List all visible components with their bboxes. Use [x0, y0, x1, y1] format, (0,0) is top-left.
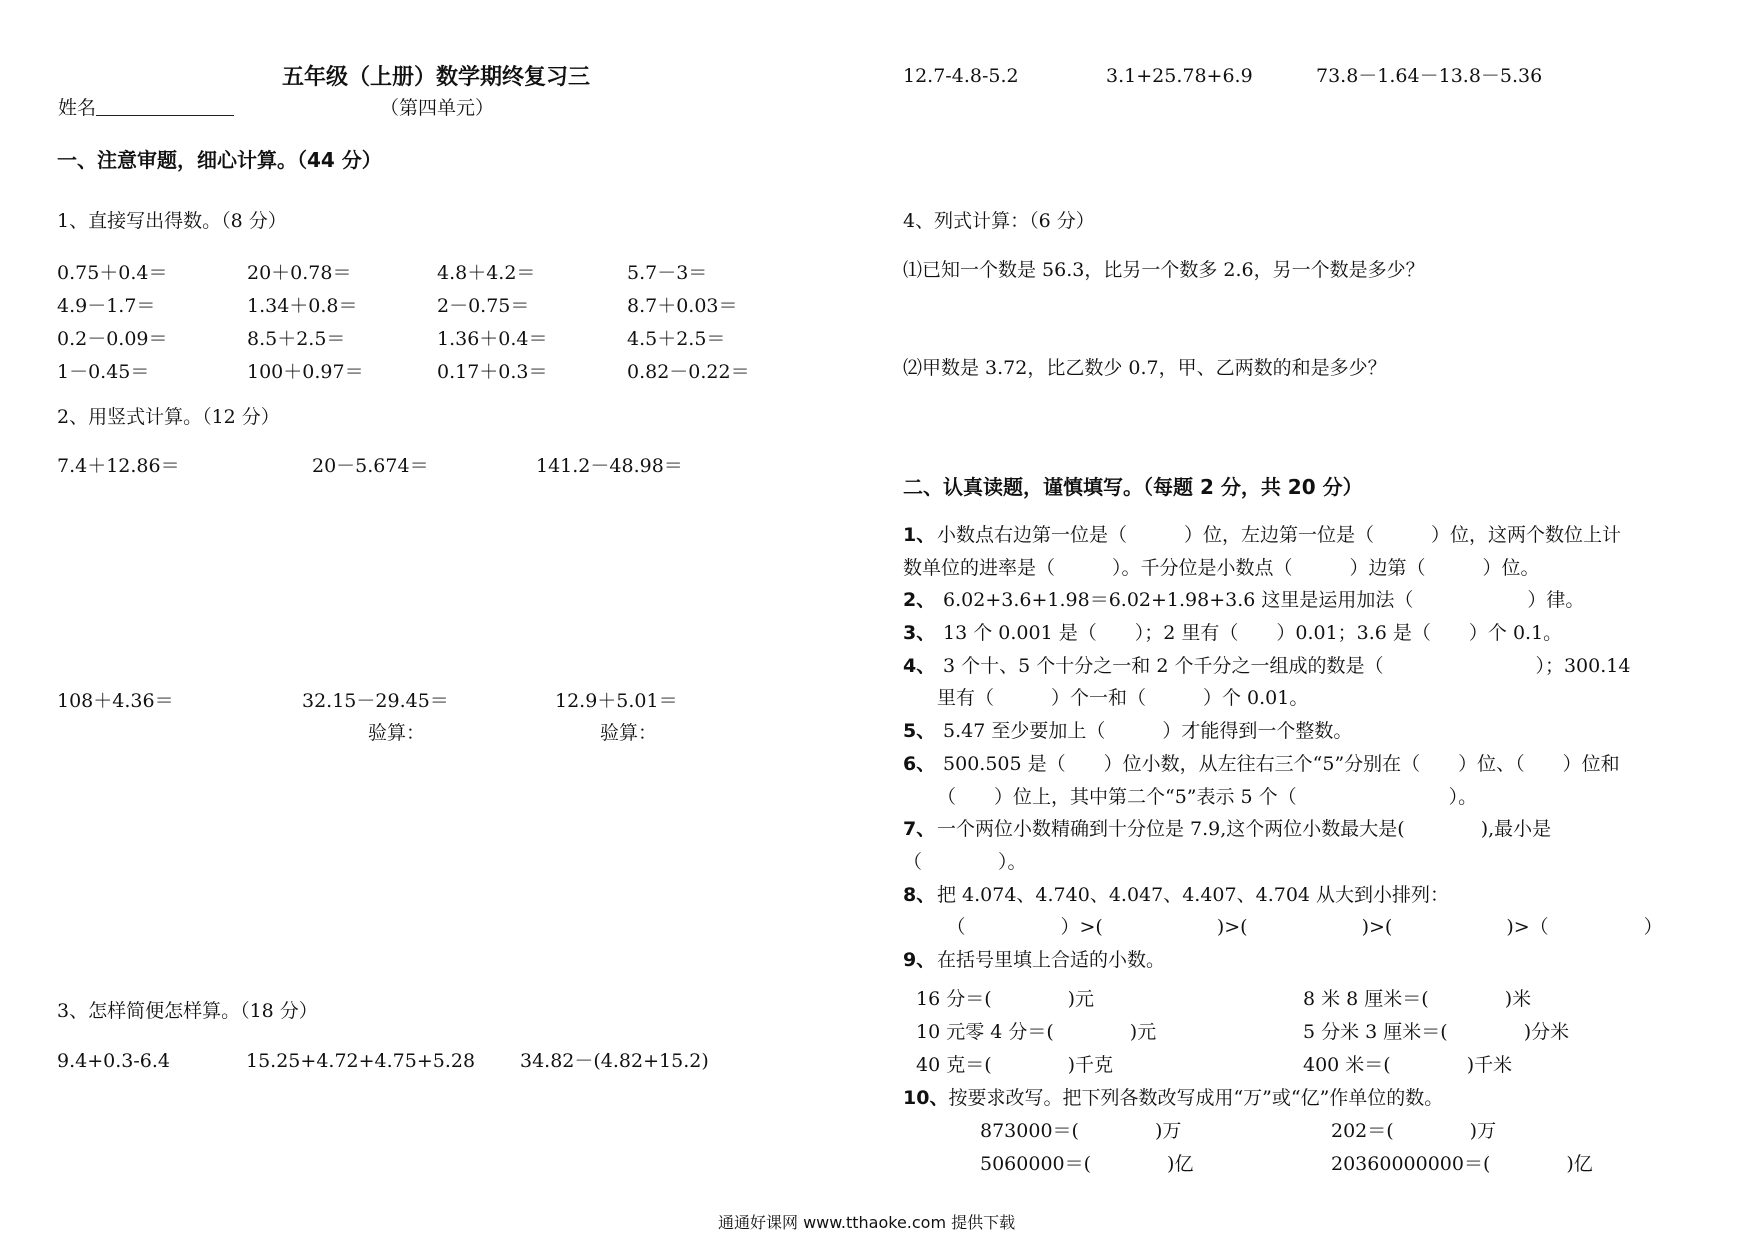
q9-item: 16 分＝( )元 [916, 988, 1095, 1010]
unit-label: （第四单元） [380, 97, 495, 119]
q1-item: 20＋0.78＝ [247, 262, 352, 284]
section2-list [903, 519, 1703, 977]
fill-line [903, 944, 1703, 977]
fill-line [903, 813, 1703, 846]
fill-line [903, 911, 1703, 944]
q1-item: 4.5＋2.5＝ [627, 328, 726, 350]
question-text: 在括号里填上合适的小数。 [937, 948, 1166, 971]
q3-item: 12.7-4.8-5.2 [903, 65, 1019, 87]
q1-item: 0.75＋0.4＝ [57, 262, 168, 284]
q1-item: 8.5＋2.5＝ [247, 328, 346, 350]
q10-item: 20360000000＝( )亿 [1331, 1153, 1593, 1175]
q2-item: 7.4＋12.86＝ [57, 455, 180, 477]
fill-line [903, 715, 1703, 748]
q1-row [57, 291, 817, 324]
fill-line [903, 617, 1703, 650]
name-blank[interactable] [96, 95, 234, 116]
fill-line [903, 519, 1703, 552]
question-number: 7、 [903, 818, 936, 841]
question-text: （ ）位上，其中第二个“5”表示 5 个（ ）。 [937, 785, 1478, 808]
q1-item: 0.2－0.09＝ [57, 328, 168, 350]
fill-line [903, 682, 1703, 715]
q9-item: 8 米 8 厘米＝( )米 [1303, 988, 1532, 1010]
q2-item: 32.15－29.45＝ [302, 690, 449, 712]
question-text: 小数点右边第一位是（ ）位，左边第一位是（ ）位，这两个数位上计 [937, 524, 1622, 546]
question-text: 6.02+3.6+1.98＝6.02+1.98+3.6 这里是运用加法（ ）律。 [937, 589, 1585, 612]
question-text: 里有（ ）个一和（ ）个 0.01。 [937, 687, 1309, 710]
q3-label: 3、怎样简便怎样算。（18 分） [57, 1000, 318, 1022]
q1-item: 1.34＋0.8＝ [247, 295, 358, 317]
question-text: 按要求改写。把下列各数改写成用“万”或“亿”作单位的数。 [948, 1087, 1444, 1109]
check-label: 验算： [368, 722, 426, 744]
fill-line [903, 846, 1703, 879]
q9-item: 10 元零 4 分＝( )元 [916, 1021, 1157, 1043]
question-text: （ ）。 [903, 850, 1027, 873]
name-label: 姓名 [58, 97, 97, 119]
q10-item: 873000＝( )万 [980, 1120, 1182, 1142]
fill-line [903, 552, 1703, 585]
question-text: 把 4.074、4.740、4.047、4.407、4.704 从大到小排列： [937, 883, 1450, 906]
q9-item: 40 克＝( )千克 [916, 1054, 1114, 1076]
question-number: 8、 [903, 883, 936, 906]
q1-label: 1、直接写出得数。（8 分） [57, 210, 287, 232]
q4-label: 4、列式计算：（6 分） [903, 210, 1095, 232]
q1-item: 4.9－1.7＝ [57, 295, 156, 317]
q2-item: 108＋4.36＝ [57, 690, 174, 712]
question-text: （ ）>( )>( )>( )>（ ） [937, 916, 1663, 939]
q3-item: 34.82－(4.82+15.2) [520, 1050, 709, 1072]
q1-row [57, 357, 817, 390]
question-text: 5.47 至少要加上（ ）才能得到一个整数。 [937, 720, 1353, 743]
question-text: 3 个十、5 个十分之一和 2 个千分之一组成的数是（ ）；300.14 [937, 654, 1631, 677]
q3-item: 15.25+4.72+4.75+5.28 [246, 1050, 476, 1072]
q1-item: 8.7＋0.03＝ [627, 295, 738, 317]
q3-item: 3.1+25.78+6.9 [1106, 65, 1253, 87]
fill-line [903, 879, 1703, 912]
fill-line [903, 781, 1703, 814]
q3-item: 9.4+0.3-6.4 [57, 1050, 170, 1072]
q1-item: 0.82－0.22＝ [627, 361, 750, 383]
question-number: 9、 [903, 948, 936, 971]
question-text: 数单位的进率是（ ）。千分位是小数点（ ）边第（ ）位。 [903, 556, 1540, 579]
q10-item: 202＝( )万 [1331, 1120, 1497, 1142]
q3-item: 73.8－1.64－13.8－5.36 [1316, 65, 1543, 87]
fill-line [903, 650, 1703, 683]
q10-line [903, 1085, 1443, 1111]
q1-item: 1－0.45＝ [57, 361, 150, 383]
q4-problem: ⑴已知一个数是 56.3，比另一个数多 2.6，另一个数是多少？ [903, 259, 1425, 281]
question-number: 2、 [903, 589, 936, 612]
q2-item: 12.9＋5.01＝ [555, 690, 678, 712]
q2-item: 20－5.674＝ [312, 455, 429, 477]
fill-line [903, 584, 1703, 617]
question-number: 3、 [903, 622, 936, 645]
fill-line [903, 748, 1703, 781]
q2-item: 141.2－48.98＝ [536, 455, 683, 477]
q1-row [57, 324, 817, 357]
q1-item: 5.7－3＝ [627, 262, 708, 284]
q1-item: 0.17＋0.3＝ [437, 361, 548, 383]
question-text: 13 个 0.001 是（ ）；2 里有（ ）0.01；3.6 是（ ）个 0.1。 [937, 622, 1563, 645]
q4-problem: ⑵甲数是 3.72，比乙数少 0.7，甲、乙两数的和是多少？ [903, 357, 1387, 379]
check-label: 验算： [600, 722, 658, 744]
q1-grid [57, 258, 817, 390]
q9-item: 5 分米 3 厘米＝( )分米 [1303, 1021, 1570, 1043]
question-text: 500.505 是（ ）位小数，从左往右三个“5”分别在（ ）位、（ ）位和 [937, 752, 1620, 775]
question-number: 10、 [903, 1087, 949, 1109]
q1-item: 1.36＋0.4＝ [437, 328, 548, 350]
section2-heading: 二、认真读题，谨慎填写。（每题 2 分，共 20 分） [903, 475, 1363, 499]
footer-text: 通通好课网 www.tthaoke.com 提供下载 [718, 1213, 1016, 1232]
q1-item: 100＋0.97＝ [247, 361, 364, 383]
name-field [58, 95, 234, 121]
q9-item: 400 米＝( )千米 [1303, 1054, 1513, 1076]
section1-heading: 一、注意审题，细心计算。（44 分） [57, 148, 382, 172]
question-number: 6、 [903, 752, 936, 775]
question-number: 5、 [903, 720, 936, 743]
q1-row [57, 258, 817, 291]
question-text: 一个两位小数精确到十分位是 7.9,这个两位小数最大是( ),最小是 [937, 818, 1552, 841]
page-title: 五年级（上册）数学期终复习三 [282, 64, 591, 90]
q10-item: 5060000＝( )亿 [980, 1153, 1194, 1175]
question-number: 1、 [903, 524, 936, 546]
question-number: 4、 [903, 654, 936, 677]
q1-item: 4.8＋4.2＝ [437, 262, 536, 284]
q1-item: 2－0.75＝ [437, 295, 530, 317]
q2-label: 2、用竖式计算。（12 分） [57, 406, 280, 428]
